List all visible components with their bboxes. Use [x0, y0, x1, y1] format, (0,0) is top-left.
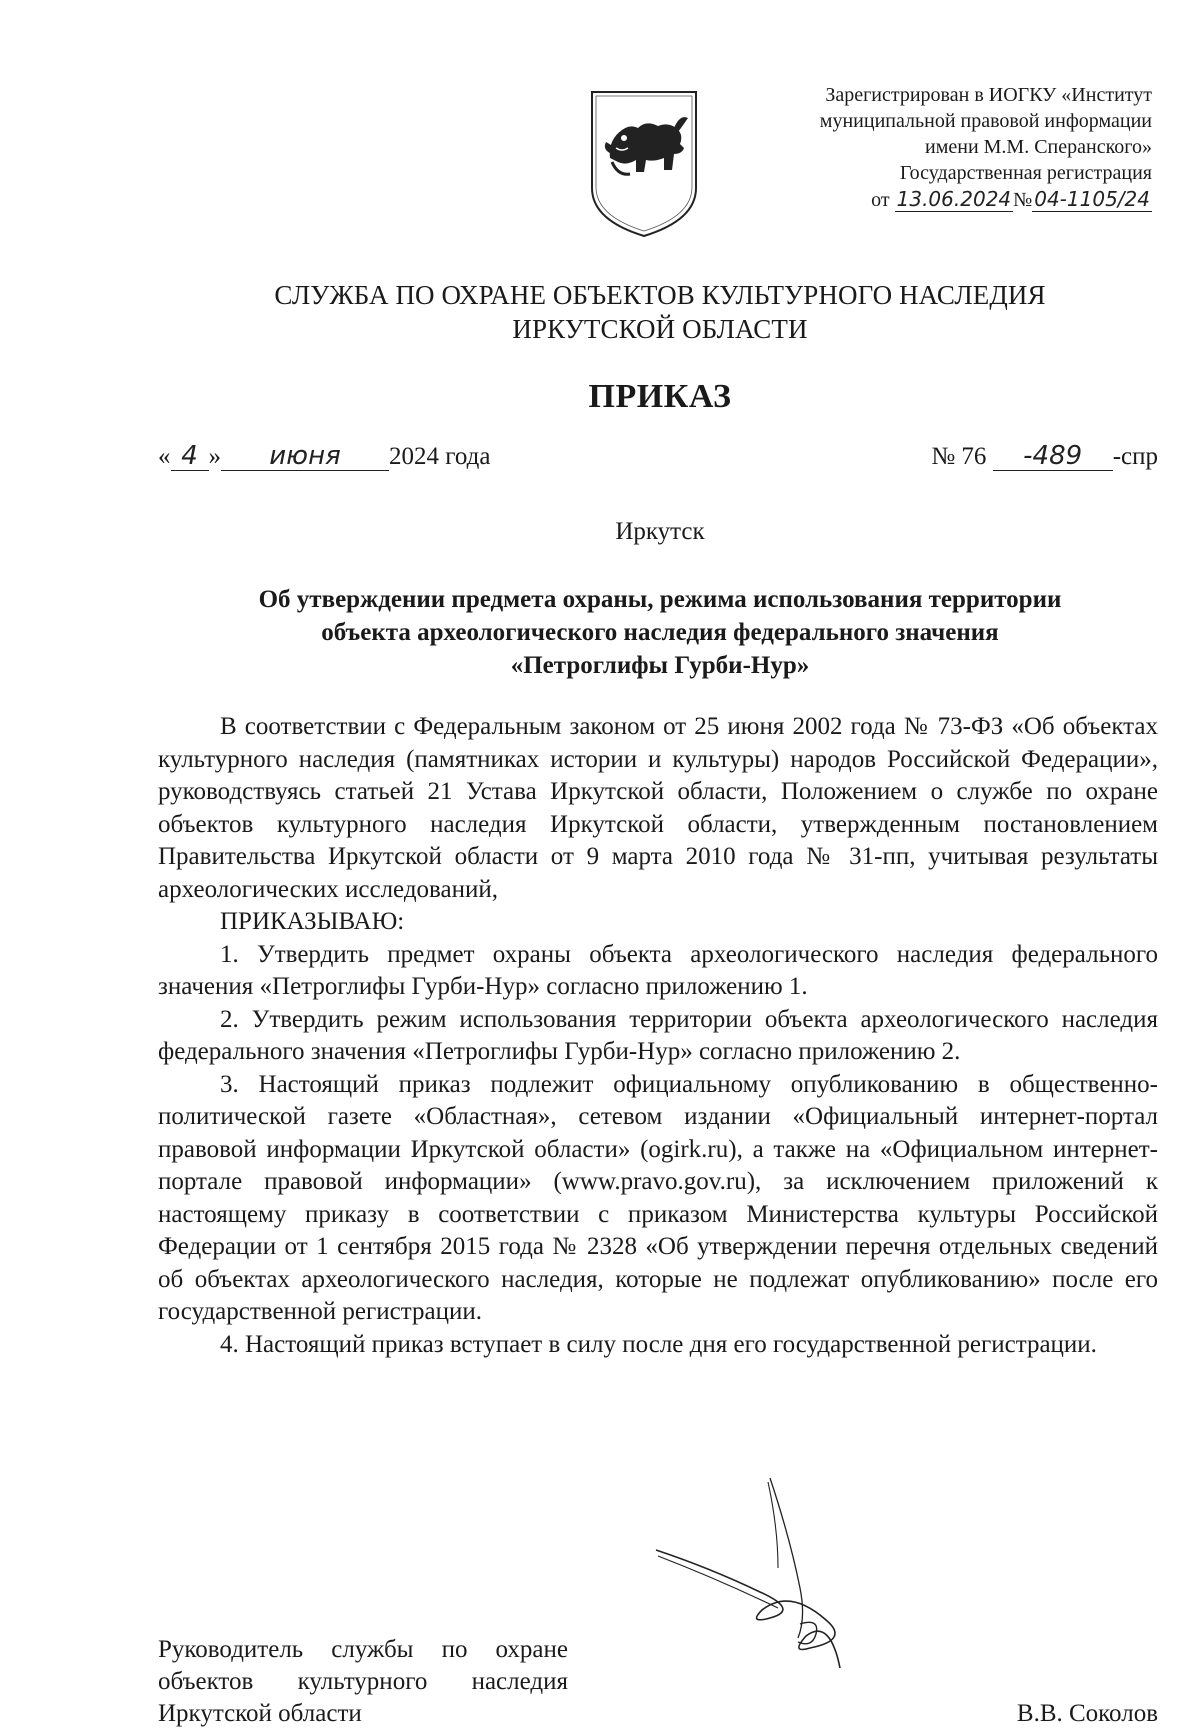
- signer-title-text: Руководитель службы по охране объектов культурного наследия Иркутской области: [158, 1636, 568, 1727]
- title-line-2: объекта археологического наследия федерального значения: [321, 619, 999, 646]
- handwritten-signature: [650, 1468, 910, 1688]
- order-item-4: 4. Настоящий приказ вступает в силу после дня его государственной регистрации.: [220, 1330, 1097, 1358]
- quote-close: »: [208, 443, 221, 470]
- registration-line-3: имени М.М. Сперанского»: [925, 136, 1152, 158]
- registration-number: 04-1105/24: [1034, 187, 1150, 211]
- signer-name: В.В. Соколов: [1016, 1700, 1158, 1727]
- preamble-paragraph: В соответствии с Федеральным законом от 25 июня 2002 года № 73-ФЗ «Об объектах культурного наследия (памятниках истории и культуры) народов Российской Федерации», руководствуясь статьей 21 Устава Иркутской области, Положением о службе по охране объектов культурного наследия Иркутской области, утвержденным постановлением Правительства Иркутской области от 9 марта 2010 года № 31-пп, учитывая результаты археологических исследований,: [158, 713, 1158, 903]
- order-number-value: -489: [993, 442, 1113, 471]
- registration-date: 13.06.2024: [896, 187, 1012, 211]
- order-date-number-row: [158, 442, 1158, 478]
- agency-name-line-1: СЛУЖБА ПО ОХРАНЕ ОБЪЕКТОВ КУЛЬТУРНОГО НАСЛЕДИЯ: [274, 280, 1046, 310]
- registration-line-4: Государственная регистрация: [899, 162, 1152, 184]
- order-number-suffix: -спр: [1112, 443, 1158, 470]
- title-line-1: Об утверждении предмета охраны, режима использования территории: [258, 586, 1062, 613]
- document-type: ПРИКАЗ: [588, 378, 732, 415]
- order-number-prefix: № 76: [931, 443, 987, 470]
- order-item-3: 3. Настоящий приказ подлежит официальному опубликованию в общественно-политической газете «Областная», сетевом издании «Официальный интернет-портал правовой информации Иркутской области» (ogirk.ru), а также на «Официальном интернет-портале правовой информации» (www.pravo.gov.ru), за исключением приложений к настоящему приказу в соответствии с приказом Министерства культуры Российской Федерации от 1 сентября 2015 года № 2328 «Об утверждении перечня отдельных сведений об объектах археологического наследия, которые не подлежат опубликованию» после его государственной регистрации.: [158, 1070, 1158, 1325]
- registration-number-prefix: №: [1013, 189, 1033, 211]
- registration-line-2: муниципальной правовой информации: [819, 110, 1152, 132]
- order-number: [931, 442, 1158, 471]
- city: Иркутск: [615, 518, 705, 545]
- order-date: [158, 442, 490, 471]
- order-item-1: 1. Утвердить предмет охраны объекта археологического наследия федерального значения «Петроглифы Гурби-Нур» согласно приложению 1.: [158, 940, 1158, 1000]
- registration-date-number: [700, 186, 1152, 213]
- agency-name: [0, 278, 1200, 346]
- order-day: 4: [171, 442, 209, 471]
- document-title: [140, 583, 1180, 682]
- title-line-3: «Петроглифы Гурби-Нур»: [510, 652, 810, 679]
- irkutsk-coat-of-arms-icon: [588, 88, 700, 240]
- quote-open: «: [158, 443, 171, 470]
- document-body: [158, 711, 1158, 1361]
- registration-stamp: [700, 82, 1152, 213]
- order-word: ПРИКАЗЫВАЮ:: [220, 908, 405, 935]
- registration-line-1: Зарегистрирован в ИОГКУ «Институт: [825, 84, 1152, 106]
- registration-date-prefix: от: [871, 189, 890, 211]
- order-month: июня: [221, 442, 389, 471]
- order-item-2: 2. Утвердить режим использования территории объекта археологического наследия федерального значения «Петроглифы Гурби-Нур» согласно приложению 2.: [158, 1005, 1158, 1065]
- signer-title: [158, 1634, 568, 1730]
- agency-name-line-2: ИРКУТСКОЙ ОБЛАСТИ: [512, 314, 808, 344]
- order-year: 2024 года: [389, 443, 491, 470]
